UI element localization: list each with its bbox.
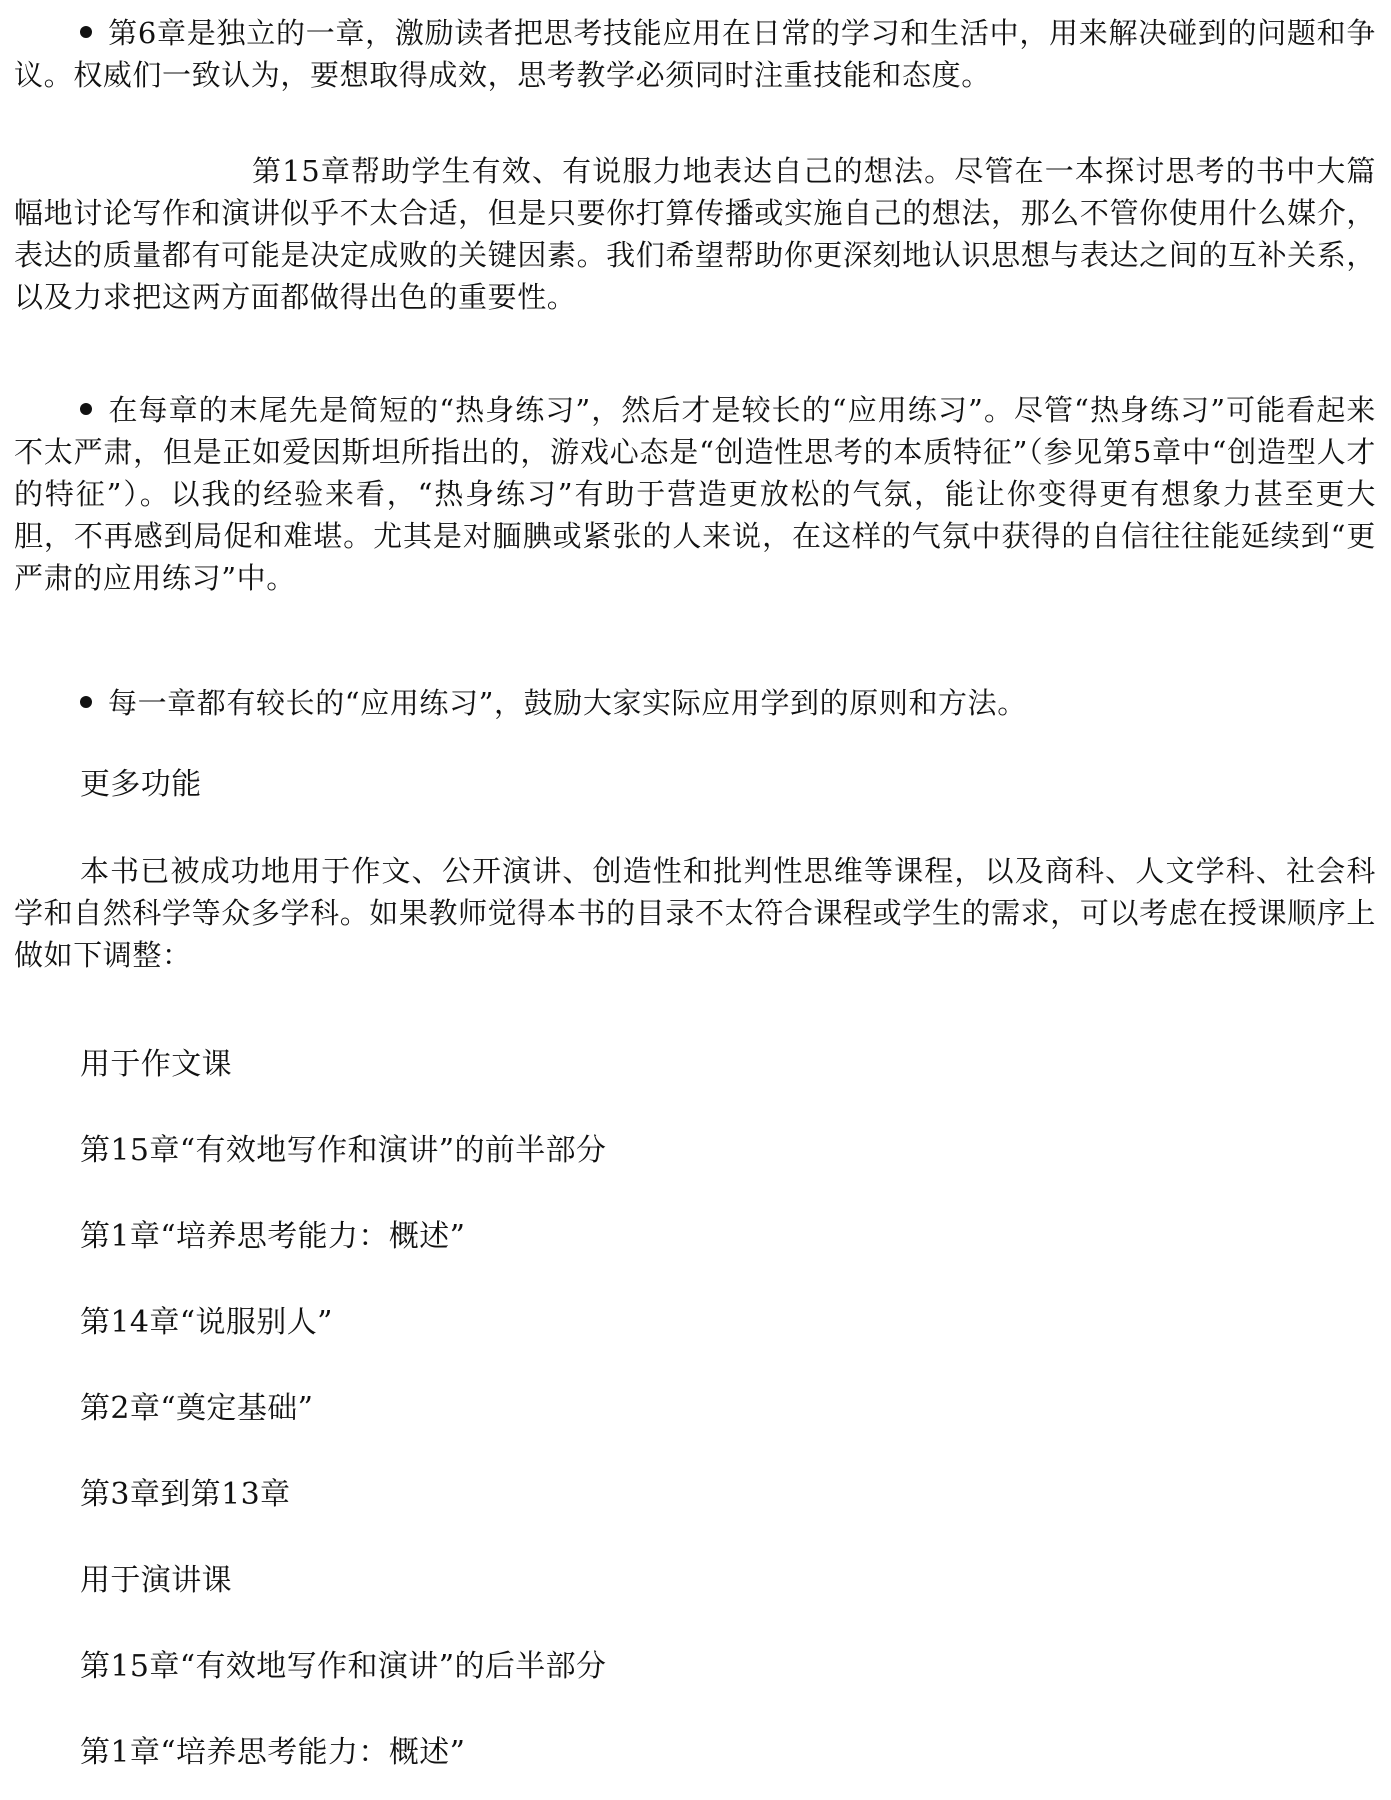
section-heading-more-features: 更多功能 xyxy=(80,767,202,802)
paragraph-chapter6 xyxy=(14,12,1376,96)
list-item: 第3章到第13章 xyxy=(80,1477,291,1512)
paragraph-course-usage: 本书已被成功地用于作文、公开演讲、创造性和批判性思维等课程，以及商科、人文学科、社会科学和自然科学等众多学科。如果教师觉得本书的目录不太符合课程或学生的需求，可以考虑在授课顺序上做如下调整： xyxy=(14,854,1376,972)
list-item: 第1章“培养思考能力：概述” xyxy=(80,1219,466,1254)
list-item-speech-course: 用于演讲课 xyxy=(80,1563,232,1598)
paragraph-application-text: 每一章都有较长的“应用练习”，鼓励大家实际应用学到的原则和方法。 xyxy=(108,686,1027,720)
bullet-dot xyxy=(80,403,92,415)
paragraph-chapter6-text: 第6章是独立的一章，激励读者把思考技能应用在日常的学习和生活中，用来解决碰到的问题和争议。权威们一致认为，要想取得成效，思考教学必须同时注重技能和态度。 xyxy=(14,16,1376,92)
list-item: 第2章“奠定基础” xyxy=(80,1391,314,1426)
list-item-composition-course: 用于作文课 xyxy=(80,1047,232,1082)
list-item: 第15章“有效地写作和演讲”的后半部分 xyxy=(80,1649,607,1684)
bullet-dot xyxy=(80,26,92,38)
list-item: 第1章“培养思考能力：概述” xyxy=(80,1735,466,1770)
paragraph-application xyxy=(14,682,1376,724)
paragraph-warmup xyxy=(14,389,1376,599)
bullet-dot xyxy=(80,696,92,708)
list-item: 第14章“说服别人” xyxy=(80,1305,333,1340)
paragraph-warmup-text: 在每章的末尾先是简短的“热身练习”，然后才是较长的“应用练习”。尽管“热身练习”可能看起来不太严肃，但是正如爱因斯坦所指出的，游戏心态是“创造性思考的本质特征”（参见第5章中“创造型人才的特征”）。以我的经验来看，“热身练习”有助于营造更放松的气氛，能让你变得更有想象力甚至更大胆，不再感到局促和难堪。尤其是对腼腆或紧张的人来说，在这样的气氛中获得的自信往往能延续到“更严肃的应用练习”中。 xyxy=(14,393,1376,595)
paragraph-chapter15: 第15章帮助学生有效、有说服力地表达自己的想法。尽管在一本探讨思考的书中大篇幅地讨论写作和演讲似乎不太合适，但是只要你打算传播或实施自己的想法，那么不管你使用什么媒介，表达的质量都有可能是决定成败的关键因素。我们希望帮助你更深刻地认识思想与表达之间的互补关系，以及力求把这两方面都做得出色的重要性。 xyxy=(14,154,1376,314)
list-item: 第15章“有效地写作和演讲”的前半部分 xyxy=(80,1133,607,1168)
